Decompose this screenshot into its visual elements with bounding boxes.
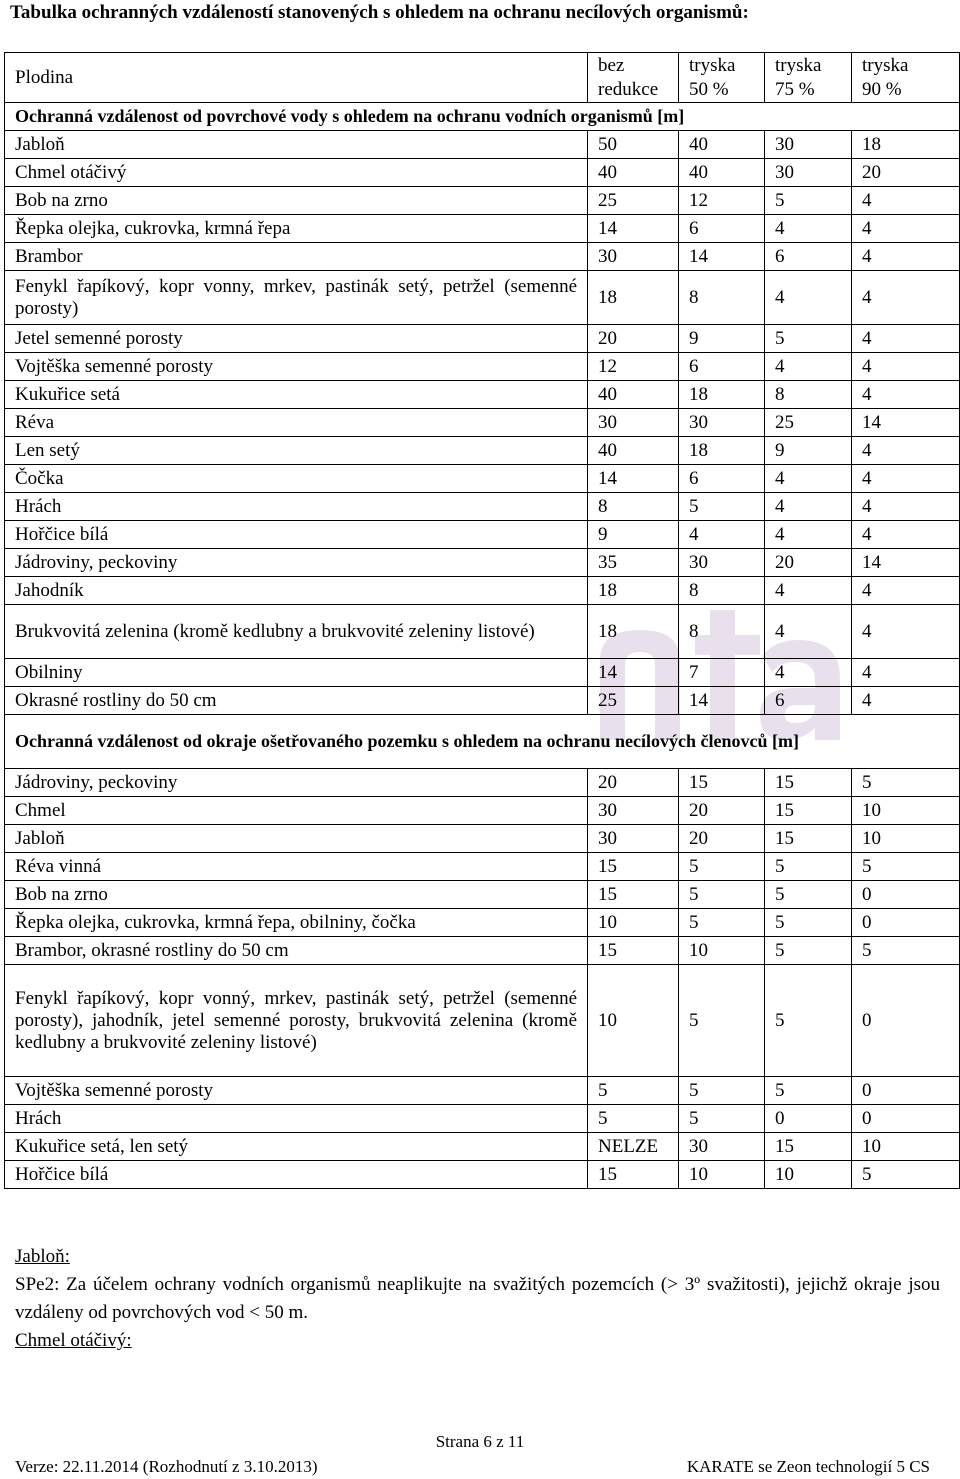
value-cell: 5 [679,853,765,881]
section-header-row [5,715,960,769]
value-cell: 10 [852,1133,960,1161]
crop-cell: Brambor, okrasné rostliny do 50 cm [5,937,588,965]
value-cell: 4 [765,465,852,493]
value-cell: 15 [588,881,679,909]
value-cell: 10 [679,1161,765,1189]
distance-table [4,52,960,1189]
table-row [5,853,960,881]
value-cell: 18 [679,381,765,409]
table-row [5,271,960,325]
crop-cell: Kukuřice setá, len setý [5,1133,588,1161]
value-cell: 15 [588,853,679,881]
value-cell: 5 [765,1077,852,1105]
value-cell: 4 [852,187,960,215]
table-row [5,1161,960,1189]
crop-cell: Vojtěška semenné porosty [5,1077,588,1105]
value-cell: 4 [852,493,960,521]
table-row [5,769,960,797]
table-row [5,549,960,577]
value-cell: 4 [765,521,852,549]
value-cell: 5 [765,853,852,881]
value-cell: 4 [852,577,960,605]
crop-cell: Jahodník [5,577,588,605]
value-cell: 40 [588,381,679,409]
value-cell: 4 [852,659,960,687]
value-cell: 14 [852,409,960,437]
value-cell: 30 [765,131,852,159]
value-cell: 20 [765,549,852,577]
value-cell: 8 [679,577,765,605]
crop-cell: Chmel otáčivý [5,159,588,187]
table-row [5,937,960,965]
footer-version: Verze: 22.11.2014 (Rozhodnutí z 3.10.2013) [15,1457,318,1476]
value-cell: 15 [765,1133,852,1161]
value-cell: 14 [588,659,679,687]
value-cell: 5 [679,881,765,909]
value-cell: 15 [679,769,765,797]
crop-cell: Fenykl řapíkový, kopr vonný, mrkev, pastinák setý, petržel (semenné porosty), jahodník, jetel semenné porosty, brukvovitá zelenina (kromě kedlubny a brukvovité zeleniny listové) [5,965,588,1077]
crop-cell: Brukvovitá zelenina (kromě kedlubny a brukvovité zeleniny listové) [5,605,588,659]
value-cell: 4 [765,215,852,243]
crop-cell: Hrách [5,1105,588,1133]
value-cell: 30 [588,797,679,825]
value-cell: 40 [679,131,765,159]
value-cell: 18 [588,271,679,325]
table-row [5,465,960,493]
value-cell: 14 [679,687,765,715]
value-cell: 40 [679,159,765,187]
crop-cell: Jabloň [5,131,588,159]
value-cell: 4 [852,271,960,325]
header-crop: Plodina [5,53,588,103]
value-cell: 9 [765,437,852,465]
value-cell: 20 [588,325,679,353]
value-cell: 12 [588,353,679,381]
table-row [5,659,960,687]
value-cell: 4 [852,381,960,409]
value-cell: 4 [852,215,960,243]
crop-cell: Réva vinná [5,853,588,881]
value-cell: 5 [765,187,852,215]
table-row [5,909,960,937]
value-cell: 6 [765,687,852,715]
value-cell: 4 [765,493,852,521]
value-cell: 30 [588,409,679,437]
value-cell: 4 [852,521,960,549]
value-cell: 8 [765,381,852,409]
crop-cell: Bob na zrno [5,881,588,909]
value-cell: 4 [765,605,852,659]
table-row [5,381,960,409]
crop-cell: Hrách [5,493,588,521]
crop-cell: Bob na zrno [5,187,588,215]
crop-cell: Kukuřice setá [5,381,588,409]
value-cell: 10 [765,1161,852,1189]
value-cell: 4 [765,577,852,605]
value-cell: 10 [679,937,765,965]
value-cell: 15 [765,825,852,853]
value-cell: 25 [765,409,852,437]
table-row [5,1133,960,1161]
table-row [5,159,960,187]
table-row [5,687,960,715]
value-cell: 14 [852,549,960,577]
crop-cell: Vojtěška semenné porosty [5,353,588,381]
value-cell: 14 [588,465,679,493]
value-cell: 5 [588,1105,679,1133]
table-row [5,353,960,381]
value-cell: 40 [588,437,679,465]
table-row [5,131,960,159]
value-cell: 6 [679,353,765,381]
table-row [5,825,960,853]
crop-cell: Čočka [5,465,588,493]
table-row [5,577,960,605]
section-header-row [5,103,960,131]
value-cell: 0 [852,909,960,937]
crop-cell: Brambor [5,243,588,271]
value-cell: 5 [765,881,852,909]
value-cell: 0 [852,1077,960,1105]
value-cell: 40 [588,159,679,187]
value-cell: 10 [588,909,679,937]
value-cell: 5 [679,965,765,1077]
value-cell: 0 [765,1105,852,1133]
table-row [5,881,960,909]
header-col: tryska 75 % [765,53,852,103]
table-row [5,965,960,1077]
value-cell: 30 [679,549,765,577]
crop-cell: Jádroviny, peckoviny [5,769,588,797]
value-cell: 5 [765,965,852,1077]
value-cell: 0 [852,1105,960,1133]
value-cell: 5 [852,769,960,797]
value-cell: 4 [852,325,960,353]
value-cell: 30 [679,1133,765,1161]
table-row [5,493,960,521]
value-cell: 18 [588,605,679,659]
table-row [5,187,960,215]
value-cell: 25 [588,687,679,715]
value-cell: 5 [679,1105,765,1133]
value-cell: 5 [588,1077,679,1105]
value-cell: 0 [852,881,960,909]
value-cell: 15 [765,769,852,797]
value-cell: 14 [679,243,765,271]
section-title: Ochranná vzdálenost od okraje ošetřovaného pozemku s ohledem na ochranu necílových členovců [m] [5,715,960,769]
table-row [5,325,960,353]
value-cell: 5 [765,937,852,965]
table-header-row [5,53,960,103]
value-cell: 5 [852,937,960,965]
crop-cell: Fenykl řapíkový, kopr vonny, mrkev, pastinák setý, petržel (semenné porosty) [5,271,588,325]
value-cell: 4 [852,687,960,715]
crop-cell: Len setý [5,437,588,465]
crop-cell: Okrasné rostliny do 50 cm [5,687,588,715]
value-cell: 30 [588,825,679,853]
value-cell: 4 [852,465,960,493]
value-cell: 4 [765,353,852,381]
value-cell: 6 [679,215,765,243]
footer-product: KARATE se Zeon technologií 5 CS [686,1457,930,1476]
value-cell: 8 [588,493,679,521]
table-row [5,797,960,825]
value-cell: 4 [852,353,960,381]
value-cell: 4 [765,659,852,687]
value-cell: 6 [765,243,852,271]
value-cell: 7 [679,659,765,687]
crop-cell: Hořčice bílá [5,1161,588,1189]
crop-cell: Řepka olejka, cukrovka, krmná řepa [5,215,588,243]
value-cell: 4 [852,437,960,465]
table-row [5,1077,960,1105]
value-cell: 30 [765,159,852,187]
crop-cell: Jetel semenné porosty [5,325,588,353]
note-apple-label: Jabloň: [15,1246,70,1267]
table-row [5,409,960,437]
value-cell: 18 [679,437,765,465]
table-row [5,1105,960,1133]
crop-cell: Řepka olejka, cukrovka, krmná řepa, obilniny, čočka [5,909,588,937]
value-cell: 4 [679,521,765,549]
value-cell: 4 [852,605,960,659]
crop-cell: Chmel [5,797,588,825]
value-cell: 20 [852,159,960,187]
value-cell: 5 [765,909,852,937]
value-cell: 20 [679,825,765,853]
value-cell: 15 [588,937,679,965]
value-cell: 6 [679,465,765,493]
value-cell: 5 [765,325,852,353]
header-col: tryska 90 % [852,53,960,103]
value-cell: 20 [679,797,765,825]
note-spe2: SPe2: Za účelem ochrany vodních organismů neaplikujte na svažitých pozemcích (> 3º svažitosti), jejichž okraje jsou vzdáleny od povrchových vod < 50 m. [15,1274,940,1323]
value-cell: 8 [679,605,765,659]
table-row [5,605,960,659]
value-cell: 4 [765,271,852,325]
table-row [5,521,960,549]
crop-cell: Réva [5,409,588,437]
value-cell: 4 [852,243,960,271]
value-cell: 5 [679,1077,765,1105]
crop-cell: Jabloň [5,825,588,853]
crop-cell: Hořčice bílá [5,521,588,549]
value-cell: 5 [852,1161,960,1189]
value-cell: 15 [588,1161,679,1189]
table-row [5,243,960,271]
table-row [5,215,960,243]
value-cell: 10 [588,965,679,1077]
value-cell: 12 [679,187,765,215]
value-cell: 14 [588,215,679,243]
value-cell: 15 [765,797,852,825]
value-cell: 9 [588,521,679,549]
header-col: tryska 50 % [679,53,765,103]
value-cell: 35 [588,549,679,577]
header-col: bez redukce [588,53,679,103]
value-cell: 8 [679,271,765,325]
value-cell: 0 [852,965,960,1077]
table-row [5,437,960,465]
value-cell: NELZE [588,1133,679,1161]
value-cell: 5 [679,493,765,521]
value-cell: 20 [588,769,679,797]
note-hop-label: Chmel otáčivý: [15,1330,132,1351]
value-cell: 30 [679,409,765,437]
value-cell: 18 [852,131,960,159]
value-cell: 18 [588,577,679,605]
crop-cell: Obilniny [5,659,588,687]
crop-cell: Jádroviny, peckoviny [5,549,588,577]
page-number: Strana 6 z 11 [435,1432,525,1451]
value-cell: 25 [588,187,679,215]
value-cell: 50 [588,131,679,159]
value-cell: 10 [852,797,960,825]
value-cell: 30 [588,243,679,271]
value-cell: 10 [852,825,960,853]
value-cell: 5 [852,853,960,881]
section-title: Ochranná vzdálenost od povrchové vody s ohledem na ochranu vodních organismů [m] [5,103,960,131]
table-title: Tabulka ochranných vzdáleností stanovených s ohledem na ochranu necílových organismů: [10,2,749,23]
value-cell: 9 [679,325,765,353]
value-cell: 5 [679,909,765,937]
